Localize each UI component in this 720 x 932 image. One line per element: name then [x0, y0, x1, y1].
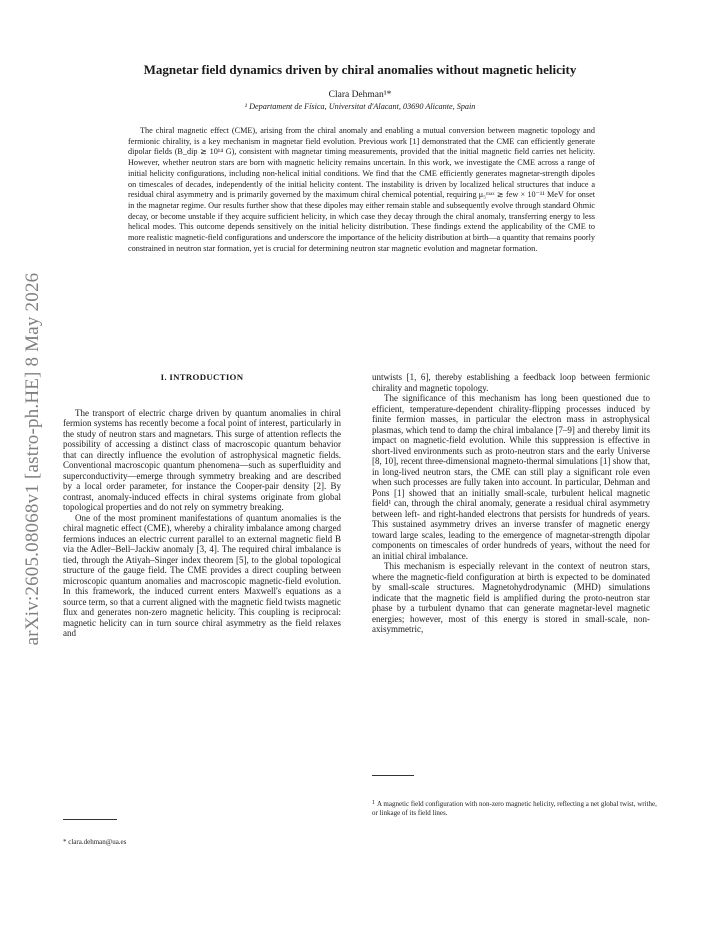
right-column	[372, 372, 650, 635]
body-paragraph: The transport of electric charge driven by quantum anomalies in chiral fermion systems has recently become a focal point of interest, particularly in the study of neutron stars and magnetars. This surge of attention reflects the possibility of accessing a distinct class of macroscopic quantum behavior that can directly influence the evolution of astrophysical magnetic fields. Conventional macroscopic quantum phenomena—such as superfluidity and superconductivity—emerge through symmetry breaking and are described by a local order parameter, for instance the Cooper-pair density [2]. By contrast, anomaly-induced effects in chiral systems originate from global topological properties and do not rely on symmetry breaking.	[63, 407, 341, 512]
footnote-rule-right	[372, 775, 414, 776]
affiliation-line: ¹ Departament de Física, Universitat d'Alacant, 03690 Alicante, Spain	[244, 102, 476, 111]
arxiv-identifier: arXiv:2605.08068v1 [astro-ph.HE] 8 May 2026	[22, 272, 43, 646]
section-heading-introduction: I. INTRODUCTION	[160, 372, 244, 382]
author-email-footnote: * clara.dehman@ua.es	[63, 838, 127, 846]
body-paragraph: untwists [1, 6], thereby establishing a feedback loop between fermionic chirality and magnetic topology.	[372, 372, 650, 393]
footnote-1	[372, 799, 662, 818]
footnote-rule-left	[63, 819, 117, 820]
body-paragraph: One of the most prominent manifestations of quantum anomalies is the chiral magnetic effect (CME), whereby a chirality imbalance among charged fermions induces an electric current parallel to an external magnetic field B via the Adler–Bell–Jackiw anomaly [3, 4]. The required chiral imbalance is tied, through the Atiyah–Singer index theorem [5], to the global topological structure of the gauge field. The CME provides a direct coupling between microscopic quantum anomalies and macroscopic magnetic-field evolution. In this framework, the induced current enters Maxwell's equations as a source term, so that a current aligned with the magnetic field twists magnetic flux and generates non-zero magnetic helicity. This coupling is reciprocal: magnetic helicity can in turn source chiral asymmetry as the field relaxes and	[63, 512, 341, 638]
footnote-marker: 1	[372, 800, 375, 806]
footnote-text: A magnetic field configuration with non-zero magnetic helicity, reflecting a net global twist, writhe, or linkage of its field lines.	[372, 800, 657, 818]
author-line: Clara Dehman¹*	[328, 90, 392, 100]
left-column	[63, 372, 341, 639]
paper-title: Magnetar field dynamics driven by chiral anomalies without magnetic helicity	[143, 62, 577, 77]
arxiv-sidebar	[0, 0, 60, 932]
body-paragraph: The significance of this mechanism has long been questioned due to efficient, temperature-dependent chirality-flipping processes induced by finite fermion masses, in particular the electron mass in astrophysical plasmas, which tend to damp the chiral imbalance [7–9] and thereby limit its impact on magnetic-field evolution. While this suppression is effective in short-lived environments such as proto-neutron stars and the early Universe [8, 10], recent three-dimensional magneto-thermal simulations [1] show that, in long-lived neutron stars, the CME can still play a significant role even when such processes are fully taken into account. In particular, Dehman and Pons [1] showed that an initially small-scale, turbulent helical magnetic field¹ can, through the chiral anomaly, generate a residual chiral asymmetry between left- and right-handed electrons that persists for hundreds of years. This sustained asymmetry drives an inverse transfer of magnetic energy toward large scales, leading to the emergence of magnetar-strength dipolar components on timescales of order hundreds of years, without the need for an initial chiral imbalance.	[372, 393, 650, 561]
body-paragraph: This mechanism is especially relevant in the context of neutron stars, where the magnetic-field configuration at birth is expected to be dominated by small-scale structures. Magnetohydrodynamic (MHD) simulations indicate that the magnetic field is amplified during the proto-neutron star phase by a turbulent dynamo that can generate magnetar-level magnetic energies; however, most of this energy is stored in small-scale, non-axisymmetric,	[372, 561, 650, 634]
abstract: The chiral magnetic effect (CME), arising from the chiral anomaly and enabling a mutual conversion between magnetic topology and fermionic chirality, is a key mechanism in magnetar field evolution. Previous work [1] demonstrated that the CME can efficiently generate dipolar fields (B_dip ≳ 10¹⁴ G), consistent with magnetar timing measurements, provided that the initial magnetic field carries net helicity. However, whether neutron stars are born with magnetic helicity remains uncertain. In this work, we investigate the CME across a range of initial helicity configurations, including non-helical initial conditions. We find that the CME efficiently generates magnetar-strength dipoles on timescales of decades, independently of the initial helicity content. The instability is driven by localized helical structures that induce a residual chiral asymmetry and is primarily governed by the maximum chiral chemical potential, requiring μ₅ᵐᵃˣ ≳ few × 10⁻¹¹ MeV for onset in the magnetar regime. Our results further show that these dipoles may either remain stable and subsequently evolve through standard Ohmic decay, or become unstable if they acquire sufficient helicity, in which case they decay through the chiral anomaly, transferring energy to less helical modes. This outcome depends sensitively on the initial helicity distribution. These findings extend the applicability of the CME to more realistic magnetic-field configurations and underscore the importance of the helicity distribution at birth—a quantity that remains poorly constrained in neutron star formation, yet is crucial for determining neutron star magnetic evolution and magnetar formation.	[128, 126, 595, 253]
